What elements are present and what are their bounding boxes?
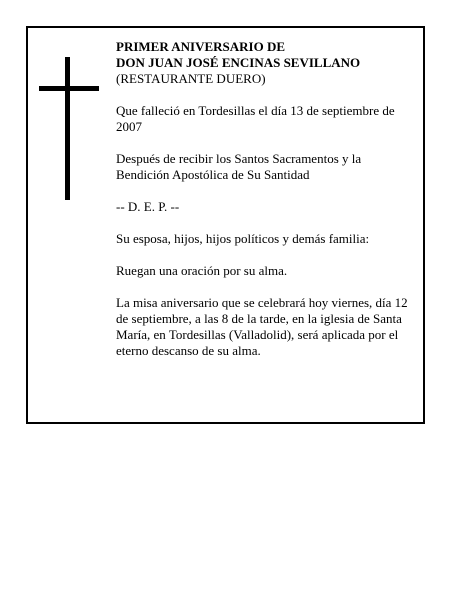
obituary-notice <box>26 26 425 424</box>
rip-line: -- D. E. P. -- <box>116 199 180 214</box>
cross-icon <box>39 57 99 200</box>
family-paragraph: Su esposa, hijos, hijos políticos y demás familia: <box>116 231 370 246</box>
death-date-paragraph: Que falleció en Tordesillas el día 13 de septiembre de 2007 <box>116 103 395 134</box>
cross-horizontal-bar <box>39 86 99 91</box>
notice-title-line-1: PRIMER ANIVERSARIO DE <box>116 39 286 54</box>
notice-title-line-2: DON JUAN JOSÉ ENCINAS SEVILLANO <box>116 55 361 70</box>
cross-vertical-bar <box>65 57 70 200</box>
notice-subtitle: (RESTAURANTE DUERO) <box>116 71 266 86</box>
mass-details-paragraph: La misa aniversario que se celebrará hoy viernes, día 12 de septiembre, a las 8 de la tarde, en la iglesia de Santa María, en Tordesillas (Valladolid), será aplicada por el eterno descanso de su alma. <box>116 295 408 358</box>
sacraments-paragraph: Después de recibir los Santos Sacramentos y la Bendición Apostólica de Su Santidad <box>116 151 362 182</box>
prayer-request-paragraph: Ruegan una oración por su alma. <box>116 263 288 278</box>
notice-text <box>116 39 416 359</box>
